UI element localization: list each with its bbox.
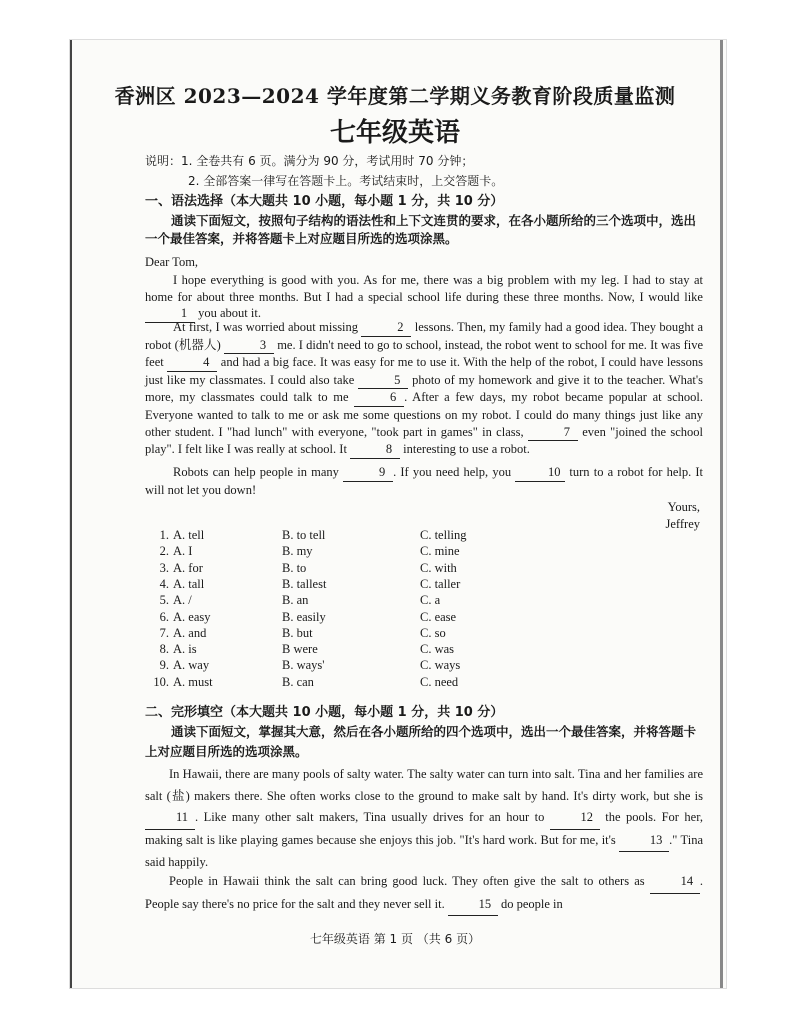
option-a: A. way [173, 658, 210, 673]
option-a: A. easy [173, 609, 211, 624]
passage-text: . People say there's no price for the salt and they never sell it. [145, 874, 703, 911]
passage-text: . If you need help, you [393, 465, 512, 479]
note-line-2: 2. 全部答案一律写在答题卡上。考试结束时，上交答题卡。 [188, 174, 504, 188]
blank-3: 3 [224, 337, 274, 355]
passage-text: ." Tina said happily. [145, 832, 704, 869]
options-list-1 [145, 527, 565, 692]
option-b: B. my [282, 544, 313, 559]
option-c: C. mine [420, 544, 460, 559]
letter-paragraph-2 [145, 319, 703, 459]
passage-text: even "joined the school play". I felt like I was really at school. It [145, 424, 704, 457]
letter-signature: Jeffrey [665, 517, 700, 531]
option-b: B. an [282, 593, 309, 608]
option-c: C. taller [420, 576, 461, 591]
question-number: 7. [159, 625, 169, 640]
note-line-1: 说明：1. 全卷共有 6 页。满分为 90 分，考试用时 70 分钟； [145, 154, 474, 168]
letter-paragraph-1 [145, 272, 703, 323]
section-2-instruction: 通读下面短文，掌握其大意，然后在各小题所给的四个选项中，选出一个最佳答案，并将答题卡上对应题目所选的选项涂黑。 [145, 724, 697, 759]
passage-text: Robots can help people in many [173, 465, 339, 479]
passage-text: . After a few days, my robot became popular at school. Everyone wanted to talk to me or ask me some questions on my robot. I could do many things just like any other student. I "had lunch" with everyone, "took part in games" in class, [145, 390, 703, 439]
section-1-instruction: 通读下面短文，按照句子结构的语法性和上下文连贯的要求，在各小题所给的三个选项中，选出一个最佳答案，并将答题卡上对应题目所选的选项涂黑。 [145, 213, 697, 246]
option-b: B. to tell [282, 528, 326, 542]
section-2-heading: 二、完形填空（本大题共 10 小题，每小题 1 分，共 10 分） [145, 705, 504, 720]
option-a: A. tall [173, 576, 205, 591]
option-b: B. easily [282, 609, 326, 624]
blank-5: 5 [358, 372, 408, 390]
letter-paragraph-3 [145, 464, 703, 498]
option-b: B. can [282, 674, 314, 689]
question-number: 8. [159, 642, 169, 657]
passage-text: interesting to use a robot. [403, 442, 530, 457]
passage-text: the pools. For her, making salt is like playing games because she enjoys this job. "It's hard work. But for me, it's [145, 810, 704, 847]
passage-text: me. I didn't need to go to school, instead, the robot went to school for me. It was five feet [145, 337, 704, 370]
section-1-heading: 一、语法选择（本大题共 10 小题，每小题 1 分，共 10 分） [145, 194, 504, 209]
blank-10: 10 [515, 464, 565, 482]
blank-4: 4 [167, 354, 217, 372]
blank-11: 11 [145, 807, 195, 830]
exam-subject-title: 七年级英语 [329, 118, 460, 148]
option-a: A. / [173, 593, 192, 608]
passage-text: do people in [500, 896, 563, 911]
option-c: C. with [420, 560, 457, 575]
passage-paragraph-1 [145, 764, 703, 874]
exam-title: 香洲区 2023—2024 学年度第二学期义务教育阶段质量监测 [114, 84, 676, 108]
option-a: A. for [173, 560, 203, 575]
option-b: B. tallest [282, 576, 327, 591]
option-c: C. a [420, 593, 441, 608]
option-a: A. and [173, 625, 207, 640]
passage-text: . Like many other salt makers, Tina usually drives for an hour to [195, 810, 545, 824]
option-b: B. but [282, 625, 313, 640]
passage-text: lessons. Then, my family had a good idea. They bought a robot (机器人) [145, 320, 704, 352]
letter-salutation: Dear Tom, [145, 255, 199, 269]
blank-14: 14 [650, 871, 700, 894]
passage-text: you about it. [198, 306, 261, 321]
blank-8: 8 [350, 441, 400, 459]
question-number: 4. [159, 576, 169, 591]
passage-text: turn to a robot for help. It will not let you down! [145, 465, 704, 497]
passage-paragraph-2 [145, 871, 703, 916]
option-a: A. must [173, 674, 213, 689]
page-footer: 七年级英语 第 1 页 （共 6 页） [309, 932, 481, 946]
passage-text: At first, I was worried about missing [173, 320, 359, 334]
option-b: B. to [282, 560, 307, 575]
option-c: C. ways [420, 658, 461, 673]
option-b: B. ways' [282, 658, 325, 673]
option-c: C. telling [420, 528, 467, 542]
blank-13: 13 [619, 830, 669, 853]
passage-text: People in Hawaii think the salt can bring good luck. They often give the salt to others as [169, 874, 645, 888]
question-number: 3. [159, 560, 169, 575]
option-b: B were [282, 642, 318, 657]
option-c: C. was [420, 642, 455, 657]
question-number: 1. [159, 528, 169, 542]
blank-7: 7 [528, 424, 578, 442]
passage-text: photo of my homework and give it to the teacher. What's more, my classmates could talk to me [145, 372, 704, 405]
option-c: C. ease [420, 609, 457, 624]
blank-2: 2 [361, 319, 411, 337]
question-number: 10. [153, 674, 169, 689]
blank-15: 15 [448, 894, 498, 917]
question-number: 6. [159, 609, 169, 624]
option-c: C. so [420, 625, 446, 640]
passage-text: In Hawaii, there are many pools of salty water. The salty water can turn into salt. Tina and her families are salt (盐) makers there. She often works close to the ground to make salt by hand. It's dirty work, but she is [145, 767, 703, 803]
passage-text: I hope everything is good with you. As for me, there was a big problem with my leg. I had to stay at home for about three months. But I had a special school life during these three months. Now, I would like [145, 273, 703, 304]
option-c: C. need [420, 674, 459, 689]
question-number: 9. [159, 658, 169, 673]
blank-9: 9 [343, 464, 393, 482]
blank-1: 1 [145, 305, 195, 323]
blank-6: 6 [354, 389, 404, 407]
blank-12: 12 [550, 807, 600, 830]
option-a: A. is [173, 642, 197, 657]
option-a: A. tell [173, 528, 205, 542]
question-number: 5. [159, 593, 169, 608]
passage-text: and had a big face. It was easy for me to use it. With the help of the robot, I could have lessons just like my classmates. I could also take [145, 355, 704, 387]
letter-closing: Yours, [667, 500, 700, 514]
option-a: A. I [173, 544, 193, 559]
question-number: 2. [159, 544, 169, 559]
paper-right-edge [720, 40, 723, 988]
